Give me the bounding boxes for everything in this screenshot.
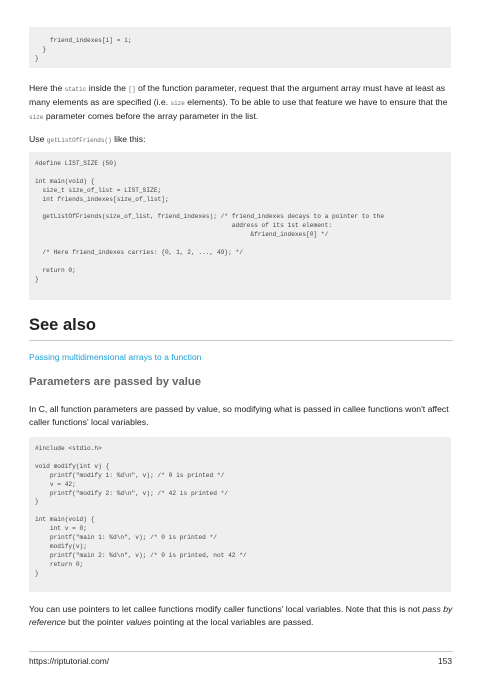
heading-see-also: See also	[29, 316, 96, 334]
link-multidimensional-arrays[interactable]: Passing multidimensional arrays to a function	[29, 352, 202, 362]
heading-underline	[29, 340, 453, 341]
emphasis-values: values	[126, 617, 152, 627]
inline-code-size-2: size	[29, 114, 44, 121]
emphasis-pass-by-reference: pass by reference	[29, 604, 453, 627]
paragraph-usage: Use getListOfFriends() like this:	[29, 134, 146, 144]
footer-url: https://riptutorial.com/	[29, 656, 110, 666]
inline-code-static: static	[64, 86, 87, 93]
code-block-modify-example: #include <stdio.h> void modify(int v) { printf("modify 1: %d\n", v); /* 0 is printed */ v = 42; printf("modify 2: %d\n", v); /* 42 is printed */ } int main(void) { int v = 0; printf("main 1: %d\n", v); /* 0 is printed */ modify(v); printf("main 2: %d\n", v); /* 0 is printed, not 42 */ return 0; }	[29, 437, 451, 592]
footer-divider	[29, 651, 453, 652]
page-number: 153	[438, 656, 452, 666]
heading-parameters-by-value: Parameters are passed by value	[29, 376, 202, 388]
paragraph-static-explanation: Here the static inside the [] of the function parameter, request that the argument array must have at least as many elements as are specified (i.e. size elements). To be able to use that feature we have to ensure that the size parameter comes before the array parameter in the list.	[29, 83, 448, 121]
paragraph-pointers: You can use pointers to let callee functions modify caller functions' local variables. Note that this is not pass by reference but the pointer values pointing at the local variables are passed.	[29, 604, 453, 627]
inline-code-size: size	[170, 100, 185, 107]
code-block-loop-end: friend_indexes[i] = i; } }	[29, 27, 451, 68]
paragraph-pass-by-value: In C, all function parameters are passed by value, so modifying what is passed in callee functions won't affect caller functions' local variables.	[29, 404, 449, 427]
code-block-main-usage: #define LIST_SIZE (50) int main(void) { size_t size_of_list = LIST_SIZE; int friends_indexes[size_of_list]; getListOfFriends(size_of_list, friend_indexes); /* friend_indexes decays to a pointer to the address of its 1st element: &friend_indexes[0] */ /* Here friend_indexes carries: {0, 1, 2, ..., 49}; */ return 0; }	[29, 152, 451, 300]
inline-code-brackets: []	[128, 86, 136, 93]
inline-code-getlistoffriends: getListOfFriends()	[46, 137, 112, 144]
